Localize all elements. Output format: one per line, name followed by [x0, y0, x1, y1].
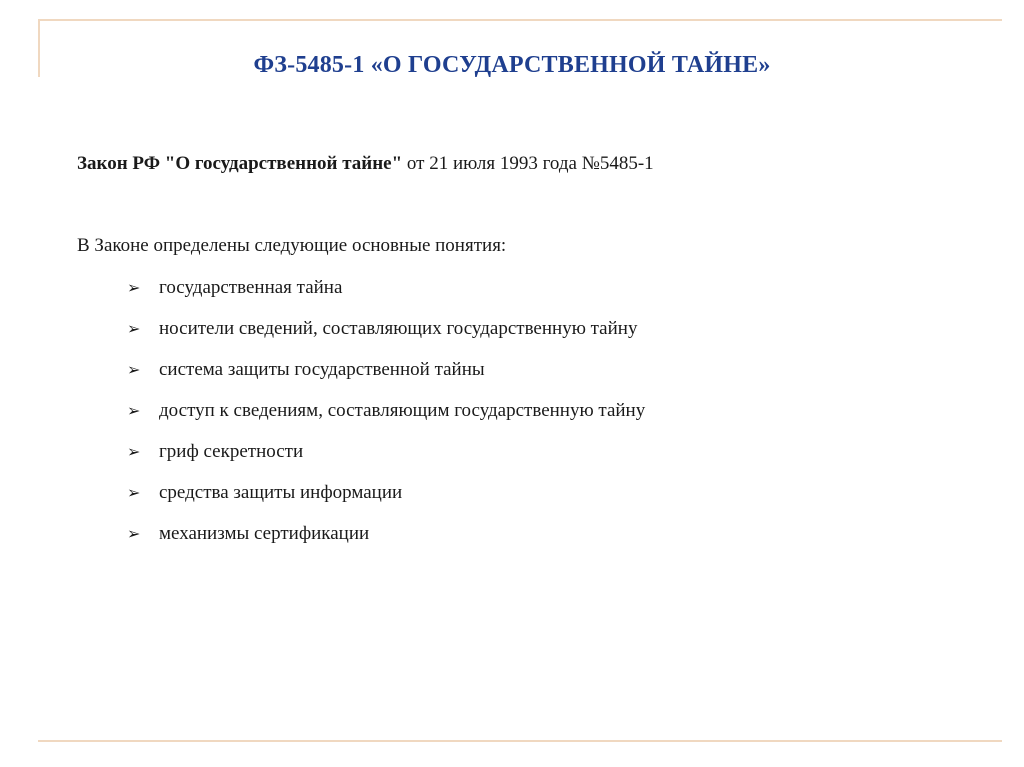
concept-text: гриф секретности: [159, 441, 304, 462]
arrow-bullet-icon: ➢: [127, 278, 141, 297]
concept-text: система защиты государственной тайны: [159, 359, 485, 380]
frame-top-line: [38, 19, 1002, 21]
concept-text: государственная тайна: [159, 277, 343, 298]
arrow-bullet-icon: ➢: [127, 319, 141, 338]
arrow-bullet-icon: ➢: [127, 524, 141, 543]
concept-text: носители сведений, составляющих государственную тайну: [159, 318, 638, 339]
list-item: [127, 317, 645, 358]
law-reference: [77, 153, 654, 175]
slide-title: ФЗ-5485-1 «О ГОСУДАРСТВЕННОЙ ТАЙНЕ»: [253, 52, 771, 78]
list-item: [127, 358, 645, 399]
concept-text: механизмы сертификации: [159, 523, 370, 544]
arrow-bullet-icon: ➢: [127, 483, 141, 502]
concepts-intro: В Законе определены следующие основные понятия:: [77, 235, 507, 256]
list-item: [127, 481, 645, 522]
law-name: Закон РФ "О государственной тайне": [77, 153, 403, 174]
concepts-list: [127, 276, 645, 563]
law-details: от 21 июля 1993 года №5485-1: [402, 153, 654, 174]
concept-text: средства защиты информации: [159, 482, 403, 503]
list-item: [127, 276, 645, 317]
list-item: [127, 440, 645, 481]
concept-text: доступ к сведениям, составляющим государственную тайну: [159, 400, 646, 421]
list-item: [127, 399, 645, 440]
frame-bottom-line: [38, 740, 1002, 742]
arrow-bullet-icon: ➢: [127, 360, 141, 379]
arrow-bullet-icon: ➢: [127, 442, 141, 461]
arrow-bullet-icon: ➢: [127, 401, 141, 420]
list-item: [127, 522, 645, 563]
